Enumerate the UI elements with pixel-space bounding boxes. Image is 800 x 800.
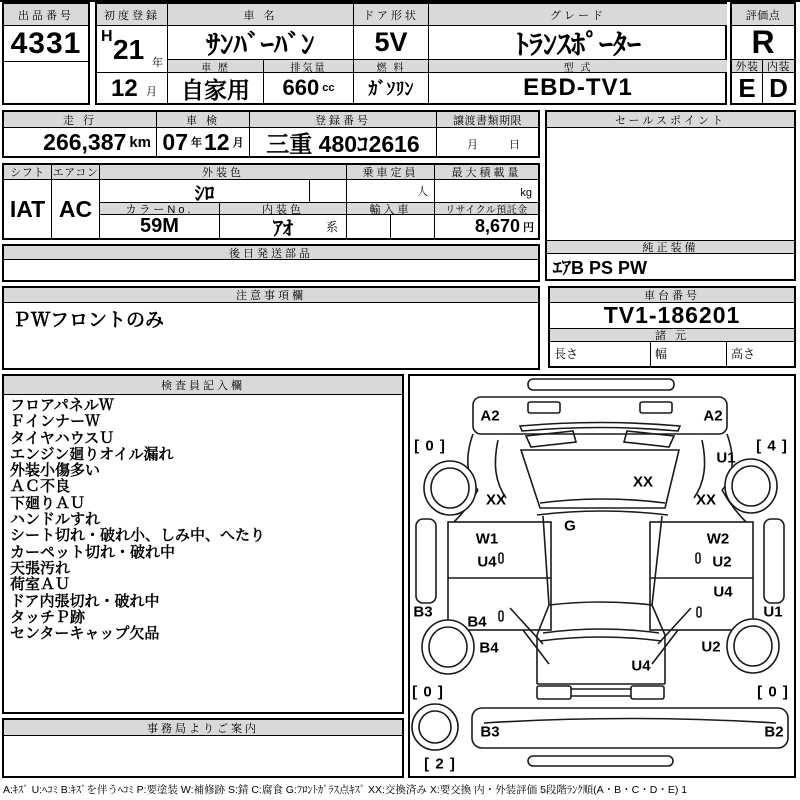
max-load-value <box>435 180 538 203</box>
damage-diagram-box <box>408 374 796 778</box>
shift-header: シフト <box>4 165 52 180</box>
color-number-header: カラーNo. <box>100 203 220 215</box>
damage-code: [ 0 ] <box>757 683 789 701</box>
inspector-note: 下廻りＡＵ <box>10 494 86 512</box>
capacity-value <box>347 180 435 203</box>
interior-color-suffix: 系 <box>325 220 338 234</box>
damage-code-labels <box>410 376 794 776</box>
score-box <box>730 2 796 105</box>
exterior-color-extra-cell <box>310 180 347 203</box>
car-name-value: ｻﾝﾊﾞｰﾊﾞﾝ <box>168 26 354 60</box>
inspection-month-unit: 月 <box>232 137 244 149</box>
car-history-header: 車 歴 <box>168 60 264 73</box>
recycle-deposit-unit: 円 <box>523 221 534 234</box>
damage-code: [ 2 ] <box>424 755 456 773</box>
damage-code: U2 <box>701 638 721 656</box>
first-registration-year: 21 <box>113 34 145 65</box>
first-registration-month: 12 <box>111 75 138 102</box>
later-parts-box <box>2 244 540 282</box>
deadline-day-unit: 日 <box>509 139 520 151</box>
later-parts-content <box>4 260 538 280</box>
door-shape-value: 5V <box>354 26 429 60</box>
inspection-value <box>157 128 250 156</box>
era-code: H <box>101 28 113 45</box>
exterior-color-header: 外装色 <box>100 165 347 180</box>
spec-width-label: 幅 <box>655 347 668 361</box>
registration-number-header: 登録番号 <box>250 112 437 128</box>
score-value: R <box>732 26 794 60</box>
damage-code: G <box>564 517 576 535</box>
damage-code: B3 <box>480 723 500 741</box>
inspector-note: シート切れ・破れ小、しみ中、へたり <box>10 527 266 545</box>
interior-score-value: D <box>769 73 788 103</box>
mileage-header: 走 行 <box>4 112 157 128</box>
model-code-header: 型 式 <box>429 60 727 73</box>
import-header: 輸入車 <box>347 203 435 215</box>
damage-code: U4 <box>631 657 651 675</box>
sales-point-content <box>547 128 794 240</box>
month-unit: 月 <box>146 86 157 98</box>
fuel-value: ｶﾞｿﾘﾝ <box>354 73 429 103</box>
exterior-score-value: E <box>732 73 763 103</box>
caution-content: ＰＷフロントのみ <box>12 309 165 331</box>
damage-code: U4 <box>713 583 733 601</box>
sales-point-header: セールスポイント <box>547 112 794 128</box>
capacity-header: 乗車定員 <box>347 165 435 180</box>
damage-code: XX <box>632 473 654 491</box>
first-registration-year-cell <box>97 26 168 73</box>
first-registration-header: 初度登録 <box>97 4 168 26</box>
first-registration-month-cell <box>97 73 168 103</box>
car-history-value: 自家用 <box>168 73 264 103</box>
color-number-value: 59M <box>100 215 220 238</box>
damage-code: B2 <box>764 723 784 741</box>
inspector-note: ドア内張切れ・破れ中 <box>10 592 160 610</box>
recycle-deposit-value <box>435 215 538 238</box>
fuel-header: 燃 料 <box>354 60 429 73</box>
grade-value: ﾄﾗﾝｽﾎﾟｰﾀｰ <box>429 26 727 60</box>
damage-code: [ 0 ] <box>414 437 446 455</box>
inspector-note: タッチＰ跡 <box>10 608 86 626</box>
exterior-score-header: 外装 <box>732 60 763 73</box>
inspector-notes-list <box>4 395 402 712</box>
aircon-header: エアコン <box>52 167 99 179</box>
inspector-note: エンジン廻りオイル漏れ <box>10 445 174 463</box>
deadline-month-unit: 月 <box>467 139 478 151</box>
spec-length-cell <box>550 342 651 366</box>
damage-code: A2 <box>703 407 723 425</box>
spec-height-label: 高さ <box>731 347 756 361</box>
vehicle-header-box <box>95 2 727 105</box>
displacement-value <box>264 73 354 103</box>
recycle-deposit-header: リサイクル預託金 <box>435 203 538 215</box>
color-shift-box <box>2 163 540 240</box>
auction-number-header: 出品番号 <box>4 4 88 26</box>
inspector-note: センターキャップ欠品 <box>10 625 160 643</box>
genuine-equipment-value: ｴｱB PS PW <box>553 257 648 278</box>
displacement-unit: cc <box>322 82 335 94</box>
damage-code: XX <box>695 491 717 509</box>
interior-color-header: 内装色 <box>220 203 347 215</box>
spec-height-cell <box>727 342 794 366</box>
inspector-note: ＦインナーＷ <box>10 413 101 431</box>
mileage-number: 266,387 <box>43 128 127 155</box>
transfer-deadline-value <box>437 128 538 156</box>
score-header: 評価点 <box>732 4 794 26</box>
damage-code: U2 <box>712 553 732 571</box>
inspector-note: タイヤハウスＵ <box>10 429 115 447</box>
aircon-value: AC <box>52 180 100 238</box>
displacement-number: 660 <box>282 75 320 100</box>
max-load-header: 最大積載量 <box>435 165 538 180</box>
damage-code: [ 4 ] <box>756 437 788 455</box>
mileage-value <box>4 128 157 156</box>
inspector-header: 検査員記入欄 <box>4 376 402 395</box>
max-load-unit: kg <box>520 187 532 199</box>
spec-width-cell <box>651 342 727 366</box>
damage-code: U1 <box>716 449 736 467</box>
chassis-box <box>548 286 796 368</box>
office-content <box>4 736 402 776</box>
mileage-row-box <box>2 110 540 158</box>
inspector-box <box>2 374 404 714</box>
sales-point-box <box>545 110 796 281</box>
inspector-note: ＡＣ不良 <box>10 478 71 496</box>
grade-header: グレード <box>429 4 727 26</box>
damage-code: W2 <box>706 530 730 548</box>
inspector-note: 外装小傷多い <box>10 462 101 480</box>
office-header: 事務局よりご案内 <box>4 720 402 736</box>
interior-color-value <box>220 215 347 238</box>
specs-header: 諸 元 <box>550 329 794 342</box>
inspection-header: 車 検 <box>157 112 250 128</box>
import-cell-2 <box>391 215 435 238</box>
caution-header: 注意事項欄 <box>4 288 538 303</box>
interior-color-name: ｱｵ <box>273 218 293 238</box>
capacity-unit: 人 <box>417 186 428 198</box>
auction-number-value: 4331 <box>4 26 88 62</box>
legend-footer: A:ｷｽﾞ U:ﾍｺﾐ B:ｷｽﾞを伴うﾍｺﾐ P:要塗装 W:補修跡 S:錆 C:腐食 G:ﾌﾛﾝﾄｶﾞﾗｽ点ｷｽﾞ XX:交換済み X:要交換 内・外装評価 5段階ﾗﾝｸ順(A・B・C・D・E) 1 <box>3 784 688 796</box>
inspection-year: 07 <box>162 128 188 155</box>
car-name-header: 車 名 <box>168 4 354 26</box>
inspector-note: ハンドルすれ <box>10 511 101 529</box>
auction-number-box <box>2 2 90 105</box>
genuine-equipment-header: 純正装備 <box>547 240 794 254</box>
registration-number-value: 三重 480ｺ2616 <box>250 128 437 156</box>
inspector-note: カーペット切れ・破れ中 <box>10 543 176 561</box>
damage-code: XX <box>485 491 507 509</box>
inspector-note: 天張汚れ <box>10 559 71 577</box>
interior-score-header: 内装 <box>763 60 794 73</box>
damage-code: B4 <box>467 613 487 631</box>
inspector-note: フロアパネルＷ <box>10 397 114 414</box>
damage-code: U4 <box>477 553 497 571</box>
year-unit: 年 <box>152 57 163 69</box>
chassis-number-header: 車台番号 <box>550 288 794 303</box>
damage-code: U1 <box>763 603 783 621</box>
mileage-unit: km <box>129 133 151 151</box>
recycle-deposit-number: 8,670 <box>474 216 520 236</box>
inspection-year-unit: 年 <box>191 137 202 149</box>
shift-value: IAT <box>4 180 52 238</box>
caution-box <box>2 286 540 370</box>
chassis-number-value: TV1-186201 <box>550 303 794 329</box>
damage-code: B4 <box>479 639 499 657</box>
model-code-value: EBD-TV1 <box>523 74 633 101</box>
later-parts-header: 後日発送部品 <box>4 246 538 260</box>
exterior-color-value: ｼﾛ <box>100 180 310 203</box>
inspection-month: 12 <box>204 128 230 155</box>
door-shape-header: ドア形状 <box>354 4 429 26</box>
auction-number-empty-cell <box>4 62 88 103</box>
office-box <box>2 718 404 778</box>
damage-code: [ 0 ] <box>412 683 444 701</box>
spec-length-label: 長さ <box>554 347 579 361</box>
damage-code: A2 <box>480 407 500 425</box>
import-cell-1 <box>347 215 391 238</box>
damage-code: B3 <box>413 603 433 621</box>
displacement-header: 排気量 <box>264 60 354 73</box>
transfer-deadline-header: 譲渡書類期限 <box>437 112 538 128</box>
damage-code: W1 <box>475 530 499 548</box>
inspector-note: 荷室ＡＵ <box>10 576 71 594</box>
